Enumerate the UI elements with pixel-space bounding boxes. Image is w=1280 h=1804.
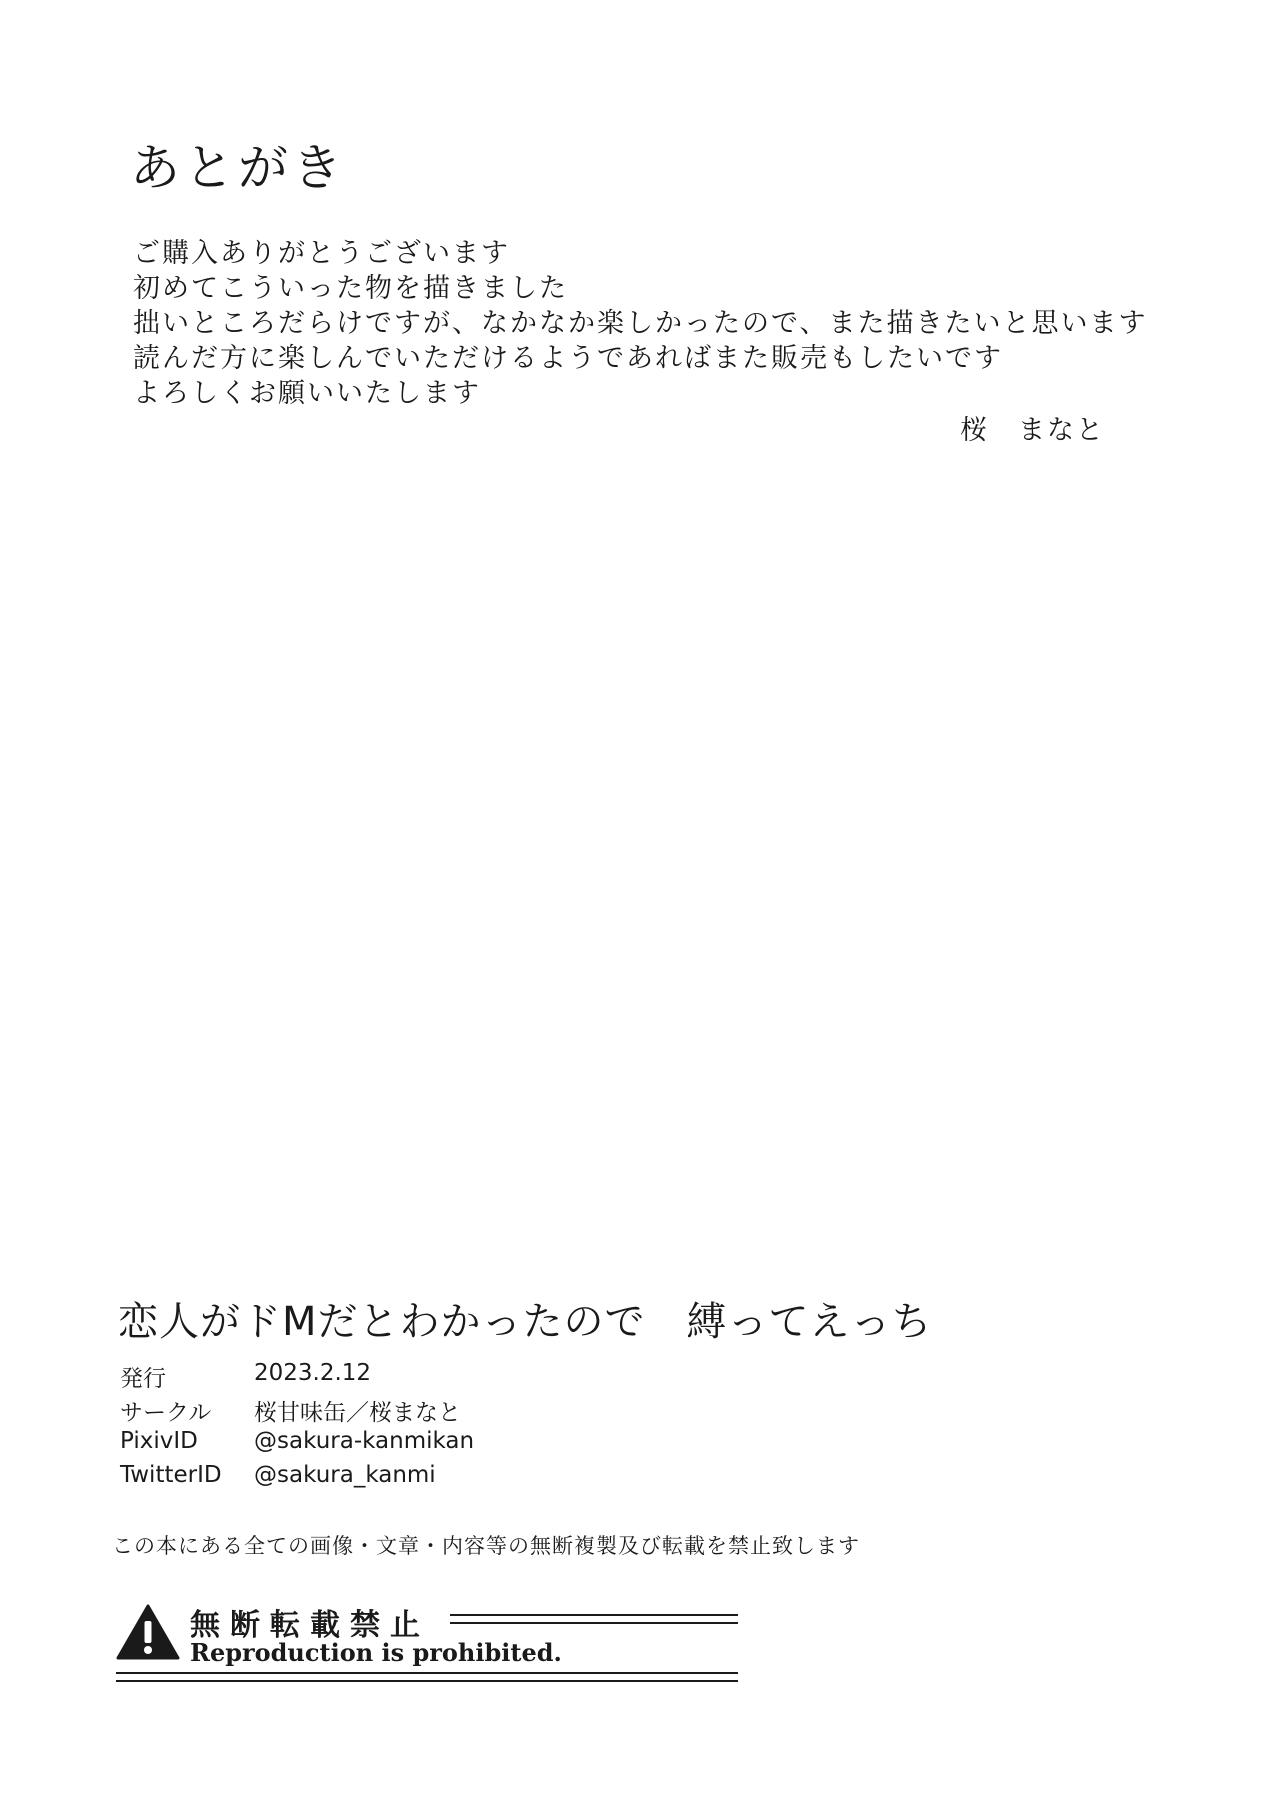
colophon-label: PixivID bbox=[120, 1428, 198, 1454]
banner-rule-top bbox=[450, 1614, 738, 1616]
afterword-heading: あとがき bbox=[130, 139, 346, 197]
author-signature: 桜 まなと bbox=[960, 415, 1105, 446]
colophon-value: 桜甘味缶／桜まなと bbox=[254, 1400, 461, 1426]
colophon-value: 2023.2.12 bbox=[254, 1360, 372, 1386]
colophon-value: @sakura-kanmikan bbox=[254, 1428, 475, 1454]
colophon-label: 発行 bbox=[120, 1366, 166, 1392]
message-line: よろしくお願いいたします bbox=[133, 378, 481, 409]
banner-rule-top bbox=[450, 1622, 738, 1624]
message-line: 初めてこういった物を描きました bbox=[133, 273, 568, 304]
afterword-message bbox=[133, 236, 1147, 411]
warning-title-jp: 無断転載禁止 bbox=[190, 1608, 430, 1643]
warning-title-en: Reproduction is prohibited. bbox=[190, 1638, 562, 1667]
banner-rule-bottom bbox=[116, 1680, 738, 1682]
message-line: ご購入ありがとうございます bbox=[133, 238, 510, 269]
colophon-label: サークル bbox=[120, 1400, 212, 1426]
book-title: 恋人がドMだとわかったので 縛ってえっち bbox=[118, 1299, 933, 1345]
colophon-value: @sakura_kanmi bbox=[254, 1462, 436, 1488]
banner-rule-bottom bbox=[116, 1672, 738, 1674]
message-line: 読んだ方に楽しんでいただけるようであればまた販売もしたいです bbox=[133, 343, 1003, 374]
message-line: 拙いところだらけですが、なかなか楽しかったので、また描きたいと思います bbox=[133, 308, 1148, 339]
warning-icon bbox=[116, 1604, 180, 1660]
colophon-label: TwitterID bbox=[120, 1462, 222, 1488]
copyright-notice: この本にある全ての画像・文章・内容等の無断複製及び転載を禁止致します bbox=[112, 1534, 860, 1558]
